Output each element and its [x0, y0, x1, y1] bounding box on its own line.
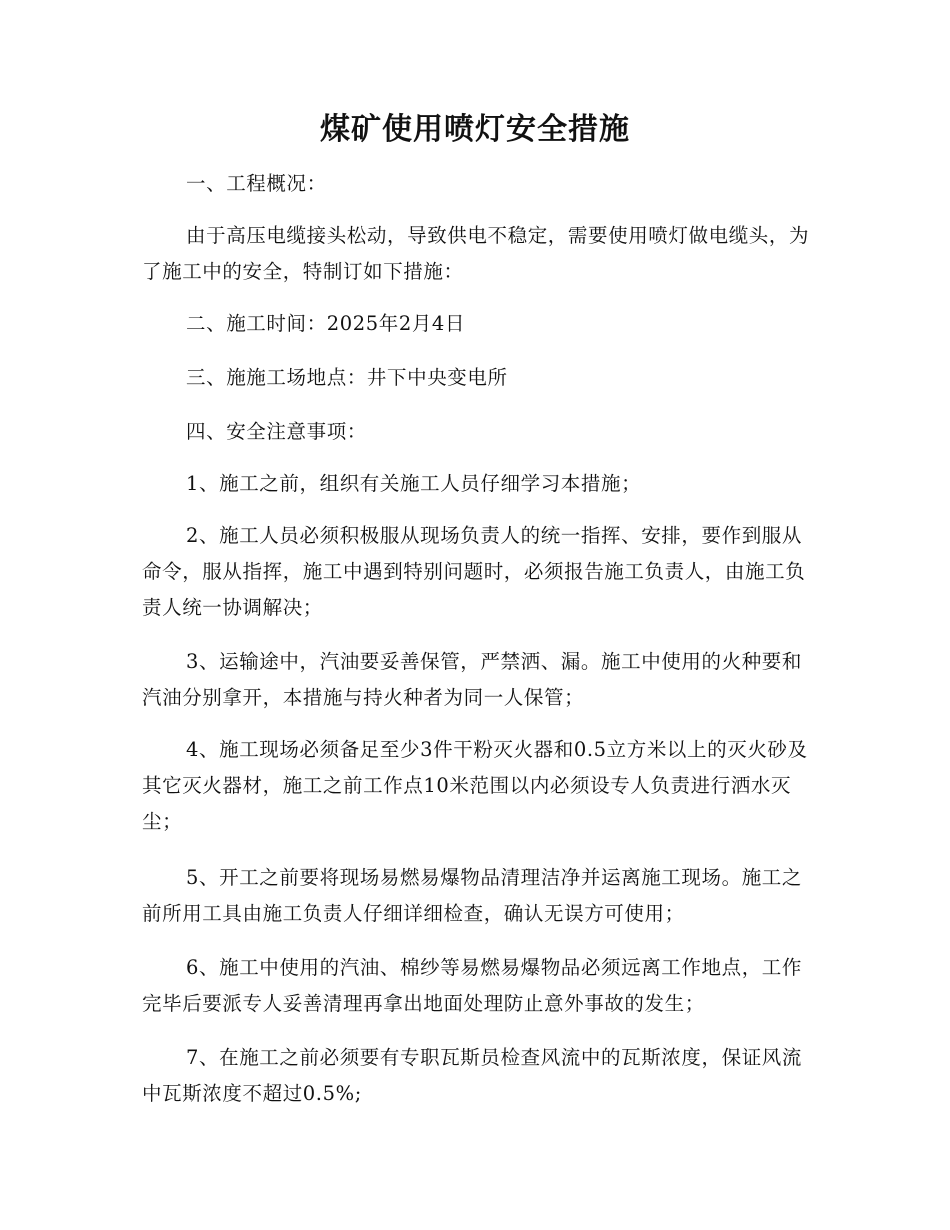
list-item: 5、开工之前要将现场易燃易爆物品清理洁净并运离施工现场。施工之前所用工具由施工负责人仔细详细检查，确认无误方可使用；	[142, 866, 803, 925]
paragraph-overview: 由于高压电缆接头松动，导致供电不稳定，需要使用喷灯做电缆头，为了施工中的安全，特制订如下措施：	[142, 224, 810, 283]
document-title: 煤矿使用喷灯安全措施	[320, 112, 630, 147]
list-item: 1、施工之前，组织有关施工人员仔细学习本措施；	[186, 472, 642, 495]
paragraph-location: 三、施施工场地点：井下中央变电所	[186, 366, 508, 389]
list-item: 3、运输途中，汽油要妥善保管，严禁洒、漏。施工中使用的火种要和汽油分别拿开，本措施与持火种者为同一人保管；	[142, 650, 803, 709]
list-item: 2、施工人员必须积极服从现场负责人的统一指挥、安排，要作到服从命令，服从指挥，施工中遇到特别问题时，必须报告施工负责人，由施工负责人统一协调解决；	[142, 524, 806, 619]
paragraph-time: 二、施工时间：2025年2月4日	[186, 312, 466, 335]
list-item: 4、施工现场必须备足至少3件干粉灭火器和0.5立方米以上的灭火砂及其它灭火器材，施工之前工作点10米范围以内必须设专人负责进行洒水灭尘；	[142, 738, 808, 833]
section-heading-overview: 一、工程概况：	[186, 172, 327, 195]
list-item: 6、施工中使用的汽油、棉纱等易燃易爆物品必须远离工作地点，工作完毕后要派专人妥善清理再拿出地面处理防止意外事故的发生；	[142, 956, 803, 1015]
section-heading-safety: 四、安全注意事项：	[186, 420, 367, 443]
list-item: 7、在施工之前必须要有专职瓦斯员检查风流中的瓦斯浓度，保证风流中瓦斯浓度不超过0.5%;	[142, 1046, 803, 1105]
